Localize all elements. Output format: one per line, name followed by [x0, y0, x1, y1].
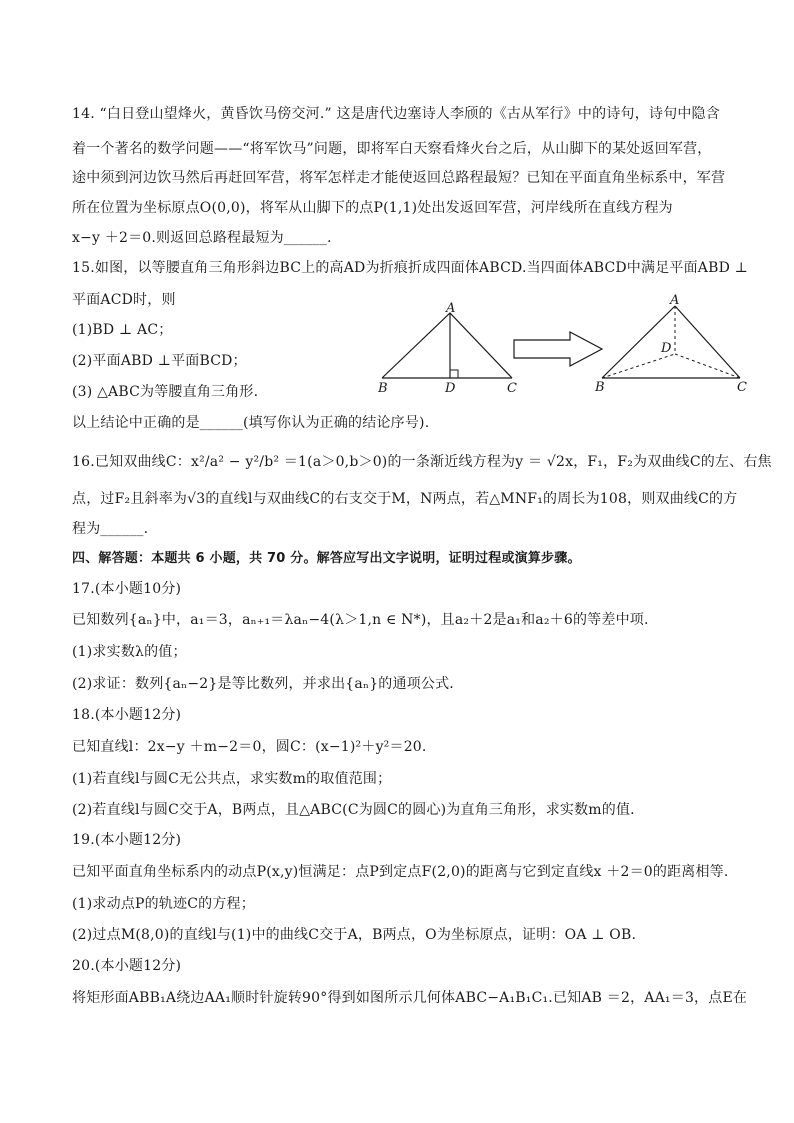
edge-BD [602, 354, 675, 378]
q14-line-1: 14. “白日登山望烽火，黄昏饮马傍交河.” 这是唐代边塞诗人李颀的《古从军行》中的诗句，诗句中隐含 [72, 106, 720, 122]
q15-option-2: (2)平面ABD ⊥平面BCD； [72, 353, 247, 369]
right-angle-mark [450, 370, 458, 378]
q18-line-2: (1)若直线l与圆C无公共点，求实数m的取值范围； [72, 771, 392, 787]
q18-header: 18.(本小题12分) [72, 707, 182, 723]
label-D: D [445, 381, 456, 395]
label-C: C [507, 381, 517, 395]
q19-header: 19.(本小题12分) [72, 832, 182, 848]
q16-line-3: 程为______. [72, 521, 149, 537]
q14-line-5: x−y ＋2＝0.则返回总路程最短为______. [72, 230, 332, 246]
q19-line-2: (1)求动点P的轨迹C的方程； [72, 896, 255, 912]
label-A: A [670, 293, 680, 308]
q20-header: 20.(本小题12分) [72, 958, 182, 974]
label-B: B [595, 380, 605, 392]
edge-DC [675, 354, 740, 378]
triangle-sides [382, 313, 512, 378]
q17-header: 17.(本小题10分) [72, 581, 182, 597]
section-heading: 四、解答题：本题共 6 小题，共 70 分。解答应写出文字说明，证明过程或演算步骤。 [72, 551, 581, 566]
q20-line-1: 将矩形面ABB₁A绕边AA₁顺时针旋转90°得到如图所示几何体ABC−A₁B₁C₁.已知AB ＝2，AA₁＝3，点E在 [72, 990, 748, 1006]
q15-line-6: 以上结论中正确的是______(填写你认为正确的结论序号). [72, 415, 430, 431]
label-C: C [737, 380, 747, 392]
q14-line-3: 途中须到河边饮马然后再赶回军营，将军怎样走才能使返回总路程最短？已知在平面直角坐标系中，军营 [72, 170, 726, 186]
q18-line-1: 已知直线l：2x−y ＋m−2＝0，圆C：(x−1)²＋y²＝20. [72, 739, 427, 755]
q16-line-1: 16.已知双曲线C：x²/a² − y²/b² ＝1(a＞0,b＞0)的一条渐近线方程为y ＝ √2x，F₁，F₂为双曲线C的左、右焦 [72, 454, 772, 470]
edge-AC [675, 306, 740, 378]
q15-option-3: (3) △ABC为等腰直角三角形. [72, 384, 259, 400]
q17-line-2: (1)求实数λ的值； [72, 644, 187, 660]
q18-line-3: (2)若直线l与圆C交于A，B两点，且△ABC(C为圆C的圆心)为直角三角形，求实数m的值. [72, 802, 635, 818]
q15-line-2: 平面ACD时，则 [72, 292, 176, 308]
triangle-figure [370, 300, 530, 395]
q19-line-1: 已知平面直角坐标系内的动点P(x,y)恒满足：点P到定点F(2,0)的距离与它到定直线x ＋2＝0的距离相等. [72, 864, 729, 880]
q17-line-1: 已知数列{aₙ}中，a₁＝3，aₙ₊₁＝λaₙ−4(λ＞1,n ∈ N*)，且a₂＋2是a₁和a₂＋6的等差中项. [72, 612, 649, 628]
q16-line-2: 点，过F₂且斜率为√3的直线l与双曲线C的右支交于M，N两点，若△MNF₁的周长为108，则双曲线C的方 [72, 491, 738, 507]
label-A: A [446, 301, 456, 316]
q15-line-1: 15.如图，以等腰直角三角形斜边BC上的高AD为折痕折成四面体ABCD.当四面体ABCD中满足平面ABD ⊥ [72, 260, 749, 276]
label-B: B [378, 381, 388, 395]
tetrahedron-figure [590, 292, 755, 392]
q14-line-4: 所在位置为坐标原点O(0,0)，将军从山脚下的点P(1,1)处出发返回军营，河岸线所在直线方程为 [72, 200, 673, 216]
q14-line-2: 着一个著名的数学问题——“将军饮马”问题，即将军白天察看烽火台之后，从山脚下的某处返回军营， [72, 141, 712, 157]
label-D: D [661, 341, 672, 356]
q15-option-1: (1)BD ⊥ AC； [72, 322, 173, 338]
q19-line-3: (2)过点M(8,0)的直线l与(1)中的曲线C交于A，B两点，O为坐标原点，证明：OA ⊥ OB. [72, 927, 637, 943]
q17-line-3: (2)求证：数列{aₙ−2}是等比数列，并求出{aₙ}的通项公式. [72, 676, 454, 692]
